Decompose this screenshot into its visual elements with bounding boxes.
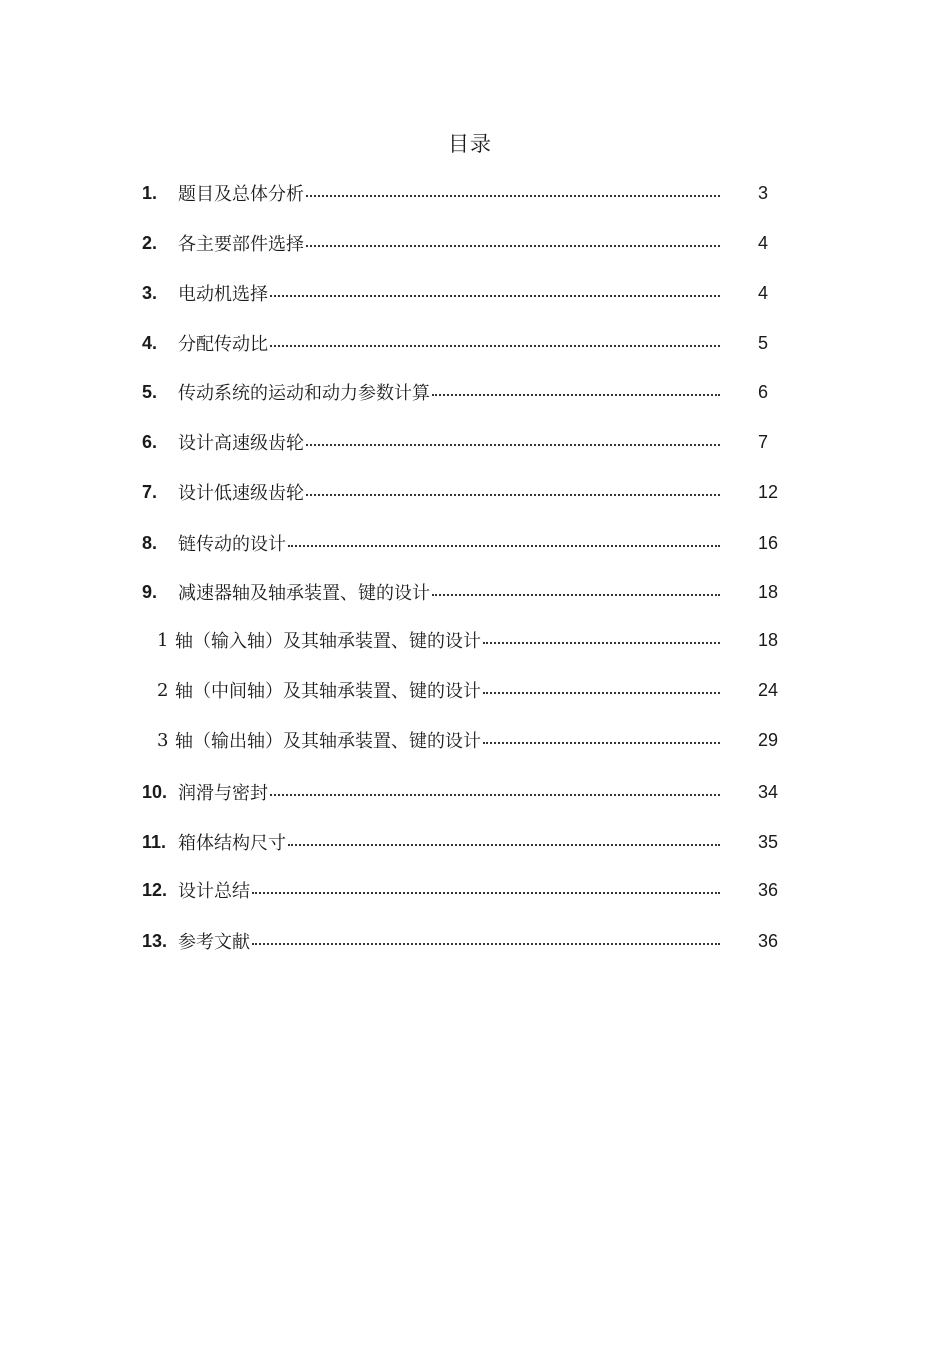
entry-number: 9. [142,581,158,602]
dot-leader [268,330,720,356]
page-number: 7 [758,431,769,452]
page-number: 36 [758,879,779,900]
entry-title: 轴（中间轴）及其轴承装置、键的设计 [175,681,481,702]
page-number: 35 [758,831,779,852]
page-number: 18 [758,629,779,650]
entry-number: 7. [142,481,158,502]
dot-leader [268,280,720,306]
toc-entry[interactable] [142,928,782,954]
page-number: 12 [758,481,779,502]
toc-entry[interactable] [142,779,782,805]
dot-leader [304,479,720,505]
entry-title: 轴（输出轴）及其轴承装置、键的设计 [175,731,481,752]
page-number: 34 [758,781,779,802]
toc-entry[interactable] [142,877,782,903]
page-number: 6 [758,381,769,402]
toc-entry[interactable] [142,280,782,306]
page-number: 24 [758,679,779,700]
entry-title: 减速器轴及轴承装置、键的设计 [178,583,430,604]
dot-leader [304,180,720,206]
entry-title: 设计低速级齿轮 [178,483,304,504]
entry-number: 11. [142,831,167,852]
toc-entry[interactable] [142,429,782,455]
page-number: 29 [758,729,779,750]
entry-number: 10. [142,781,168,802]
toc-entry[interactable] [142,379,782,405]
entry-number: 2. [142,232,158,253]
entry-number: 8. [142,532,158,553]
entry-title: 分配传动比 [178,334,268,355]
entry-number: 6. [142,431,158,452]
dot-leader [481,727,720,753]
toc-entry[interactable] [142,829,782,855]
entry-number: 4. [142,332,158,353]
toc-subentry[interactable] [157,627,782,653]
toc-subentry[interactable] [157,727,782,753]
entry-title: 参考文献 [178,932,250,953]
toc-entry[interactable] [142,579,782,605]
entry-title: 链传动的设计 [178,534,286,555]
page-title: 目录 [448,132,492,156]
entry-title: 箱体结构尺寸 [178,833,286,854]
dot-leader [286,530,720,556]
entry-title: 传动系统的运动和动力参数计算 [178,383,430,404]
entry-number: 2 [157,679,169,701]
dot-leader [304,429,720,455]
toc-entry[interactable] [142,330,782,356]
dot-leader [250,928,720,954]
dot-leader [481,677,720,703]
dot-leader [286,829,720,855]
page-number: 36 [758,930,779,951]
entry-number: 5. [142,381,158,402]
dot-leader [268,779,720,805]
toc-entry[interactable] [142,230,782,256]
entry-title: 题目及总体分析 [178,184,304,205]
entry-title: 设计高速级齿轮 [178,433,304,454]
dot-leader [250,877,720,903]
toc-entry[interactable] [142,479,782,505]
entry-number: 3. [142,282,158,303]
entry-title: 设计总结 [178,881,250,902]
page-number: 3 [758,182,769,203]
dot-leader [481,627,720,653]
entry-title: 各主要部件选择 [178,234,304,255]
entry-number: 1 [157,629,169,651]
toc-entry[interactable] [142,530,782,556]
page-number: 18 [758,581,779,602]
page-number: 4 [758,282,769,303]
toc-subentry[interactable] [157,677,782,703]
entry-title: 轴（输入轴）及其轴承装置、键的设计 [175,631,481,652]
entry-number: 3 [157,729,169,751]
entry-number: 13. [142,930,168,951]
entry-title: 润滑与密封 [178,783,268,804]
toc-entry[interactable] [142,180,782,206]
page-number: 4 [758,232,769,253]
dot-leader [430,579,720,605]
dot-leader [304,230,720,256]
page-number: 16 [758,532,779,553]
page-number: 5 [758,332,769,353]
entry-title: 电动机选择 [178,284,268,305]
entry-number: 1. [142,182,158,203]
dot-leader [430,379,720,405]
entry-number: 12. [142,879,168,900]
